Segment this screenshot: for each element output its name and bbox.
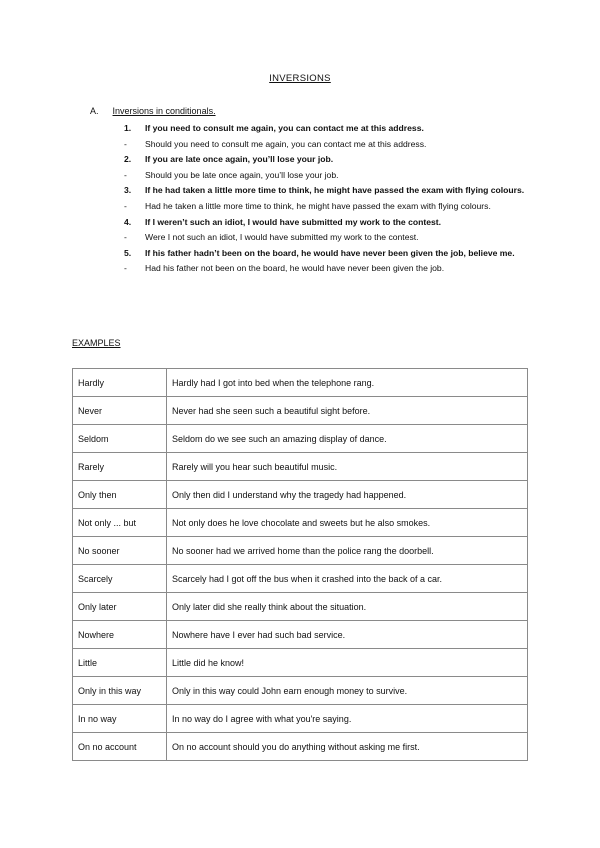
example-sentence-cell: Only later did she really think about the situation. [167, 593, 528, 621]
list-item-text: Should you need to consult me again, you can contact me at this address. [145, 138, 427, 149]
list-marker: 5. [124, 247, 132, 258]
example-sentence-cell: Rarely will you hear such beautiful music. [167, 453, 528, 481]
table-row [73, 481, 528, 509]
inverted-sentence [124, 230, 528, 246]
conditional-sentence [124, 215, 528, 231]
inverted-sentence [124, 199, 528, 215]
inverted-sentence [124, 137, 528, 153]
page-title: INVERSIONS [269, 73, 331, 84]
example-sentence-cell: Hardly had I got into bed when the telephone rang. [167, 369, 528, 397]
example-sentence-cell: No sooner had we arrived home than the police rang the doorbell. [167, 537, 528, 565]
list-marker: - [124, 200, 127, 211]
conditional-sentence [124, 152, 528, 168]
table-row [73, 453, 528, 481]
inversion-word-cell: Never [73, 397, 167, 425]
list-item-text: If I weren’t such an idiot, I would have submitted my work to the contest. [145, 216, 442, 227]
example-sentence-cell: Only then did I understand why the tragedy had happened. [167, 481, 528, 509]
table-row [73, 369, 528, 397]
inversion-word-cell: Only in this way [73, 677, 167, 705]
example-sentence-cell: Only in this way could John earn enough money to survive. [167, 677, 528, 705]
example-sentence-cell: Nowhere have I ever had such bad service. [167, 621, 528, 649]
list-item-text: If his father hadn’t been on the board, he would have never been given the job, believe me. [145, 247, 515, 258]
example-sentence-cell: Not only does he love chocolate and sweets but he also smokes. [167, 509, 528, 537]
list-item-text: If you need to consult me again, you can contact me at this address. [145, 123, 424, 133]
table-row [73, 733, 528, 761]
inversion-word-cell: Nowhere [73, 621, 167, 649]
list-item-text: Had he taken a little more time to think, he might have passed the exam with flying colours. [145, 200, 491, 211]
table-row [73, 677, 528, 705]
table-row [73, 593, 528, 621]
table-row [73, 705, 528, 733]
list-marker: 3. [124, 185, 132, 196]
list-marker: 4. [124, 216, 132, 227]
inversion-word-cell: Little [73, 649, 167, 677]
inverted-sentence [124, 168, 528, 184]
table-row [73, 397, 528, 425]
list-marker: 1. [124, 123, 132, 133]
section-letter: A. [90, 106, 99, 116]
table-row [73, 565, 528, 593]
inversion-word-cell: Seldom [73, 425, 167, 453]
table-row [73, 509, 528, 537]
inversion-word-cell: In no way [73, 705, 167, 733]
list-marker: - [124, 138, 127, 149]
inversion-word-cell: On no account [73, 733, 167, 761]
inverted-sentence [124, 261, 528, 277]
conditional-sentence [124, 183, 528, 199]
inversion-word-cell: Scarcely [73, 565, 167, 593]
list-item-text: Had his father not been on the board, he would have never been given the job. [145, 263, 445, 274]
section-heading: Inversions in conditionals. [112, 106, 216, 116]
inversion-word-cell: Hardly [73, 369, 167, 397]
inversion-word-cell: Only then [73, 481, 167, 509]
list-marker: - [124, 232, 127, 243]
section-a-header [90, 106, 216, 116]
conditional-examples-list [124, 121, 528, 277]
list-marker: - [124, 263, 127, 274]
table-row [73, 649, 528, 677]
list-item-text: If you are late once again, you’ll lose your job. [145, 154, 334, 165]
conditional-sentence [124, 246, 528, 262]
inversions-table [72, 368, 528, 761]
inversion-word-cell: Not only ... but [73, 509, 167, 537]
example-sentence-cell: Scarcely had I got off the bus when it crashed into the back of a car. [167, 565, 528, 593]
table-row [73, 537, 528, 565]
list-marker: - [124, 169, 127, 180]
conditional-sentence [124, 121, 528, 137]
table-row [73, 425, 528, 453]
list-item-text: If he had taken a little more time to think, he might have passed the exam with flying colours. [145, 185, 525, 196]
inversion-word-cell: No sooner [73, 537, 167, 565]
example-sentence-cell: Never had she seen such a beautiful sight before. [167, 397, 528, 425]
inversion-word-cell: Rarely [73, 453, 167, 481]
list-item-text: Were I not such an idiot, I would have submitted my work to the contest. [145, 232, 419, 243]
examples-heading: EXAMPLES [72, 338, 121, 348]
example-sentence-cell: Little did he know! [167, 649, 528, 677]
list-item-text: Should you be late once again, you’ll lose your job. [145, 169, 339, 180]
list-marker: 2. [124, 154, 132, 165]
table-row [73, 621, 528, 649]
example-sentence-cell: In no way do I agree with what you're saying. [167, 705, 528, 733]
example-sentence-cell: Seldom do we see such an amazing display of dance. [167, 425, 528, 453]
inversion-word-cell: Only later [73, 593, 167, 621]
example-sentence-cell: On no account should you do anything without asking me first. [167, 733, 528, 761]
